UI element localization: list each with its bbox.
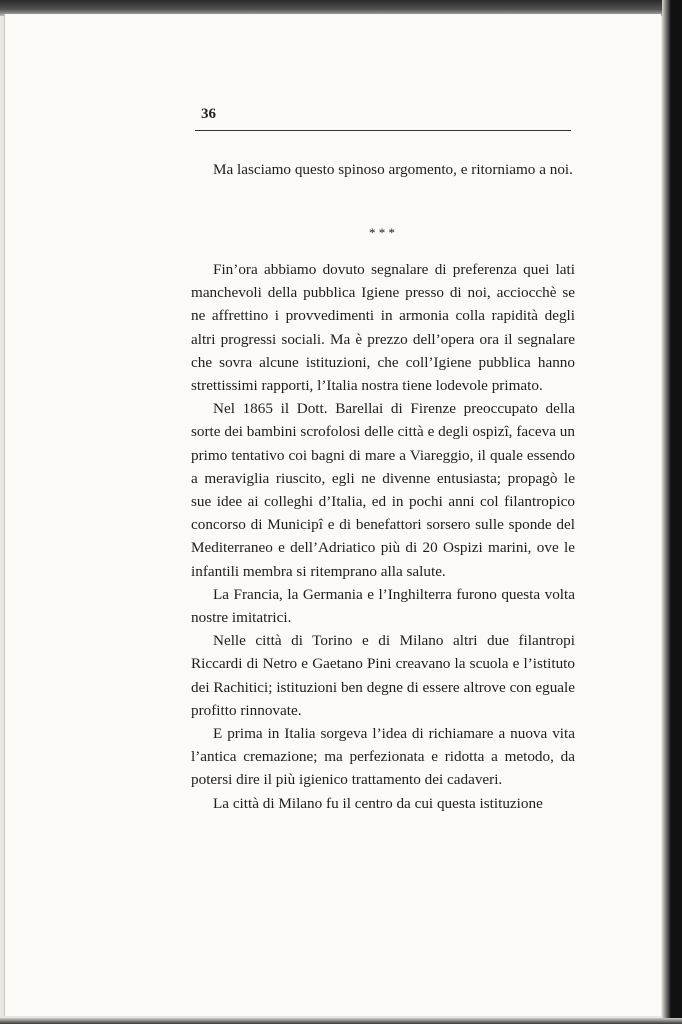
paragraph: Fin’ora abbiamo dovuto segnalare di preferenza quei lati manchevoli della pubblica Igiene presso di noi, acciocchè se ne affrettino i provvedimenti in armonia colla rapidità degli altri progressi sociali. Ma è prezzo dell’opera ora il segnalare che sovra alcune istituzioni, che coll’Igiene pubblica hanno strettissimi rapporti, l’Italia nostra tiene lodevole primato. bbox=[191, 261, 575, 395]
scan-right-edge bbox=[662, 0, 682, 1024]
paragraph: La città di Milano fu il centro da cui questa istituzione bbox=[213, 794, 543, 812]
paragraph: E prima in Italia sorgeva l’idea di richiamare a nuova vita l’antica cremazione; ma perfezionata e ridotta a metodo, da potersi dire il più igienico trattamento dei cadaveri. bbox=[191, 725, 575, 789]
paragraph: La Francia, la Germania e l’Inghilterra furono questa volta nostre imitatrici. bbox=[191, 585, 575, 627]
paragraph: Nelle città di Torino e di Milano altri due filantropi Riccardi di Netro e Gaetano Pini creavano la scuola e l’istituto dei Rachitici; istituzioni ben degne di essere altrove con eguale profitto rinnovate. bbox=[191, 632, 575, 719]
paragraph: Nel 1865 il Dott. Barellai di Firenze preoccupato della sorte dei bambini scrofolosi delle città e degli ospizî, faceva un primo tentativo coi bagni di mare a Viareggio, il quale essendo a meraviglia riuscito, egli ne divenne entusiasta; propagò le sue idee ai colleghi d’Italia, ed in pochi anni col filantropico concorso di Municipî e di benefattori sorsero sulle sponde del Mediterraneo e dell’Adriatico più di 20 Ospizi marini, ove le infantili membra si ritemprano alla salute. bbox=[191, 400, 575, 580]
opening-text-block bbox=[191, 158, 575, 181]
scan-bottom-edge bbox=[0, 1018, 682, 1024]
body-text-block bbox=[191, 258, 575, 815]
header-rule bbox=[195, 130, 571, 131]
book-page bbox=[4, 14, 661, 1016]
page-number: 36 bbox=[201, 106, 216, 122]
section-separator: * * * bbox=[369, 225, 395, 240]
opening-paragraph: Ma lasciamo questo spinoso argomento, e ritorniamo a noi. bbox=[213, 161, 573, 178]
